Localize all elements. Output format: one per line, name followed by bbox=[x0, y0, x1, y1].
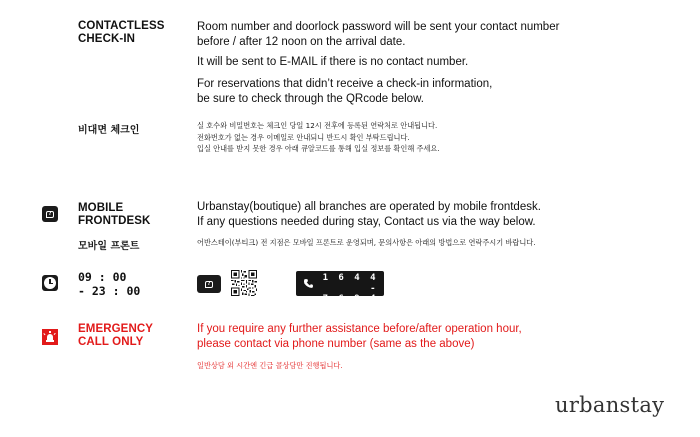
emergency-text-line: If you require any further assistance before/after operation hour, bbox=[197, 323, 522, 335]
phone-number-line-1: 1 6 4 4 - bbox=[322, 273, 378, 294]
checkin-text-line: It will be sent to E-MAIL if there is no contact number. bbox=[197, 56, 469, 68]
phone-number-line-2: 7 6 9 4 bbox=[322, 294, 378, 304]
checkin-paragraph-3 bbox=[197, 77, 492, 106]
frontdesk-paragraph bbox=[197, 200, 541, 229]
checkin-ko-line: 입실 안내를 받지 못한 경우 아래 큐알코드를 통해 입실 정보를 확인해 주세요. bbox=[197, 144, 440, 153]
close-time: - 23 : 00 bbox=[78, 284, 141, 298]
emergency-label bbox=[78, 323, 153, 349]
checkin-ko-line: 실 호수와 비밀번호는 체크인 당일 12시 전후에 등록된 연락처로 안내됩니다. bbox=[197, 121, 438, 130]
emergency-paragraph bbox=[197, 322, 522, 351]
operation-hours bbox=[78, 270, 140, 298]
phone-icon bbox=[303, 278, 314, 289]
chat-icon: ? bbox=[42, 206, 58, 222]
checkin-label-ko: 비대면 체크인 bbox=[78, 125, 140, 136]
emergency-label-line-1: EMERGENCY bbox=[78, 323, 154, 335]
frontdesk-label-line-2: FRONTDESK bbox=[78, 215, 151, 227]
siren-icon bbox=[42, 329, 58, 345]
frontdesk-text-line: Urbanstay(boutique) all branches are operated by mobile frontdesk. bbox=[197, 201, 541, 213]
checkin-text-line: For reservations that didn’t receive a check-in information, bbox=[197, 78, 493, 90]
emergency-label-line-2: CALL ONLY bbox=[78, 336, 144, 348]
checkin-label-line-1: CONTACTLESS bbox=[78, 20, 165, 32]
clock-icon bbox=[42, 275, 58, 291]
emergency-text-line: please contact via phone number (same as the above) bbox=[197, 337, 475, 350]
phone-number-box[interactable] bbox=[296, 271, 384, 304]
checkin-paragraph-1 bbox=[197, 20, 559, 49]
chat-icon[interactable]: ? bbox=[197, 275, 221, 293]
checkin-ko-line: 전화번호가 없는 경우 이메일로 안내되니 반드시 확인 부탁드립니다. bbox=[197, 132, 410, 142]
checkin-paragraph-2 bbox=[197, 55, 468, 70]
urbanstay-logo: urbanstay bbox=[555, 393, 665, 417]
qr-code[interactable] bbox=[231, 270, 257, 296]
open-time: 09 : 00 bbox=[78, 270, 127, 284]
frontdesk-label bbox=[78, 202, 150, 228]
checkin-label-line-2: CHECK-IN bbox=[78, 33, 136, 45]
emergency-paragraph-ko: 일반상담 외 시간엔 긴급 콜상담만 진행됩니다. bbox=[197, 361, 343, 370]
phone-number bbox=[322, 273, 378, 305]
checkin-text-line: Room number and doorlock password will be sent your contact number bbox=[197, 21, 560, 33]
frontdesk-label-ko: 모바일 프론트 bbox=[78, 241, 140, 252]
checkin-text-line: before / after 12 noon on the arrival date. bbox=[197, 35, 406, 48]
checkin-label bbox=[78, 20, 165, 46]
frontdesk-text-line: If any questions needed during stay, Contact us via the way below. bbox=[197, 215, 536, 228]
checkin-text-line: be sure to check through the QRcode below. bbox=[197, 92, 424, 105]
frontdesk-paragraph-ko: 어반스테이(부티크) 전 지점은 모바일 프론트로 운영되며, 문의사항은 아래의 방법으로 연락주시기 바랍니다. bbox=[197, 238, 536, 247]
checkin-paragraph-ko bbox=[197, 120, 440, 155]
frontdesk-label-line-1: MOBILE bbox=[78, 202, 124, 214]
